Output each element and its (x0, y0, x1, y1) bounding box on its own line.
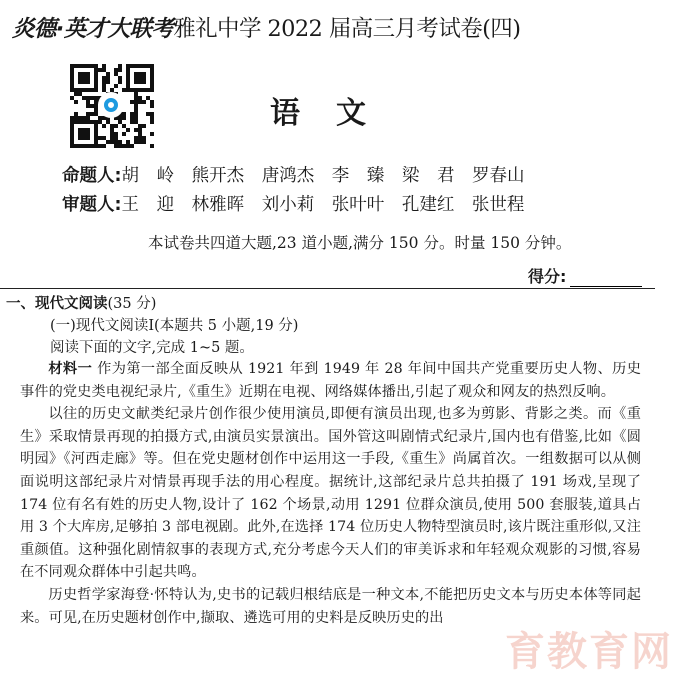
watermark: 育教育网 (505, 629, 673, 675)
score-box (528, 264, 642, 287)
reviewers-names: 王 迎 林雅晖 刘小莉 张叶叶 孔建红 张世程 (121, 195, 525, 215)
qr-logo-icon (98, 92, 124, 118)
subsection-heading: (一)现代文阅读Ⅰ(本题共 5 小题,19 分) (50, 318, 299, 334)
setters-names: 胡 岭 熊开杰 唐鸿杰 李 臻 梁 君 罗春山 (121, 166, 525, 186)
score-blank[interactable] (570, 270, 642, 287)
brand-name: 炎德·英才大联考 (12, 16, 174, 42)
passage-paragraph: 历史哲学家海登·怀特认为,史书的记载归根结底是一种文本,不能把历史文本与历史本体等同起来。可见,在历史题材创作中,撷取、遴选可用的史料是反映历史的出 (20, 586, 641, 626)
section-title: 一、现代文阅读 (6, 296, 108, 312)
material-label: 材料一 (48, 361, 93, 377)
exam-header (12, 14, 652, 44)
divider (0, 288, 655, 289)
section-points: (35 分) (107, 296, 157, 312)
setters-label: 命题人: (62, 166, 122, 186)
reading-instruction: 阅读下面的文字,完成 1~5 题。 (50, 340, 254, 356)
score-label: 得分: (528, 267, 567, 286)
section-heading (6, 292, 156, 313)
reviewers-line (62, 191, 524, 216)
passage-paragraph: 以往的历史文献类纪录片创作很少使用演员,即便有演员出现,也多为剪影、背影之类。而《重生》采取情景再现的拍摄方式,由演员实景演出。国外管这叫剧情式纪录片,国内也有借鉴,比如《圆明园》《河西走廊》等。但在党史题材创作中运用这一手段,《重生》尚属首次。一组数据可以从侧面说明这部纪录片对情景再现手法的用心程度。据统计,这部纪录片总共拍摄了 191 场戏,呈现了 174 位有名有姓的历史人物,设计了 162 个场景,动用 1291 位群众演员,使用 500 套服装,道具占用 3 个大库房,足够拍 3 部电视剧。此外,在选择 174 位历史人物特型演员时,该片既注重形似,又注重颜值。这种强化剧情叙事的表现方式,充分考虑今天人们的审美诉求和年轻观众观影的习惯,容易在不同观众群体中引起共鸣。 (20, 406, 641, 581)
passage-paragraph: 材料一 作为第一部全面反映从 1921 年到 1949 年 28 年间中国共产党重要历史人物、历史事件的党史类电视纪录片,《重生》近期在电视、网络媒体播出,引起了观众和网友的热烈反响。 (20, 361, 641, 400)
subject-title: 语文 (270, 96, 402, 131)
exam-info: 本试卷共四道大题,23 道小题,满分 150 分。时量 150 分钟。 (148, 234, 572, 252)
reviewers-label: 审题人: (62, 195, 122, 215)
setters-line (62, 162, 525, 187)
passage (20, 358, 641, 629)
exam-title: 雅礼中学 2022 届高三月考试卷(四) (173, 16, 521, 42)
